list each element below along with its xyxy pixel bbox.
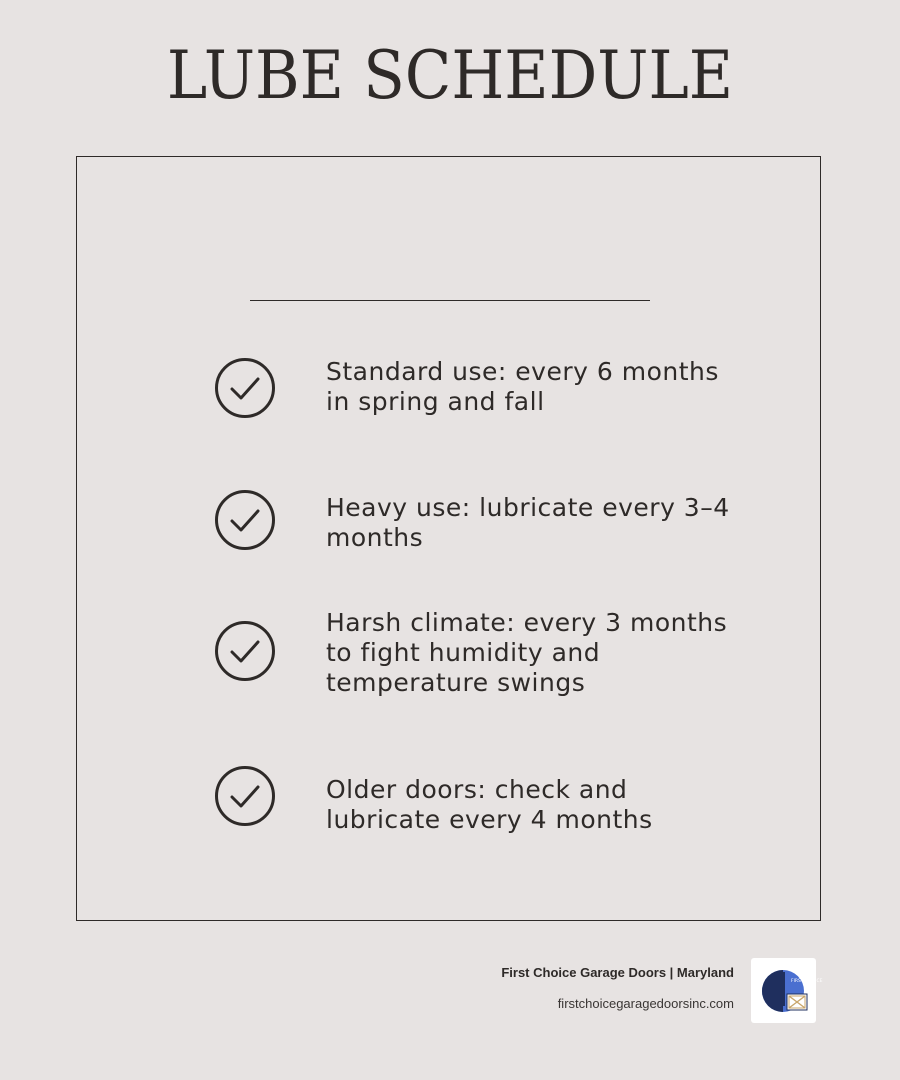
schedule-panel — [76, 156, 821, 921]
schedule-item-text: Older doors: check and lubricate every 4 months — [326, 775, 653, 834]
panel-divider — [250, 300, 650, 301]
page-title: LUBE SCHEDULE — [166, 37, 734, 114]
check-circle-icon — [214, 620, 276, 682]
check-circle-icon — [214, 489, 276, 551]
company-website[interactable]: firstchoicegaragedoorsinc.com — [557, 996, 734, 1011]
schedule-item-text: Harsh climate: every 3 months to fight humidity and temperature swings — [326, 608, 728, 697]
logo-text: FIRST CHOICE — [791, 979, 823, 984]
garage-logo-icon — [751, 958, 823, 1023]
schedule-item-text: Heavy use: lubricate every 3–4 months — [326, 493, 730, 552]
check-circle-icon — [214, 357, 276, 419]
company-name: First Choice Garage Doors | Maryland — [501, 965, 734, 980]
company-logo — [751, 958, 823, 1023]
schedule-item-text: Standard use: every 6 months in spring and fall — [326, 357, 719, 416]
check-circle-icon — [214, 765, 276, 827]
